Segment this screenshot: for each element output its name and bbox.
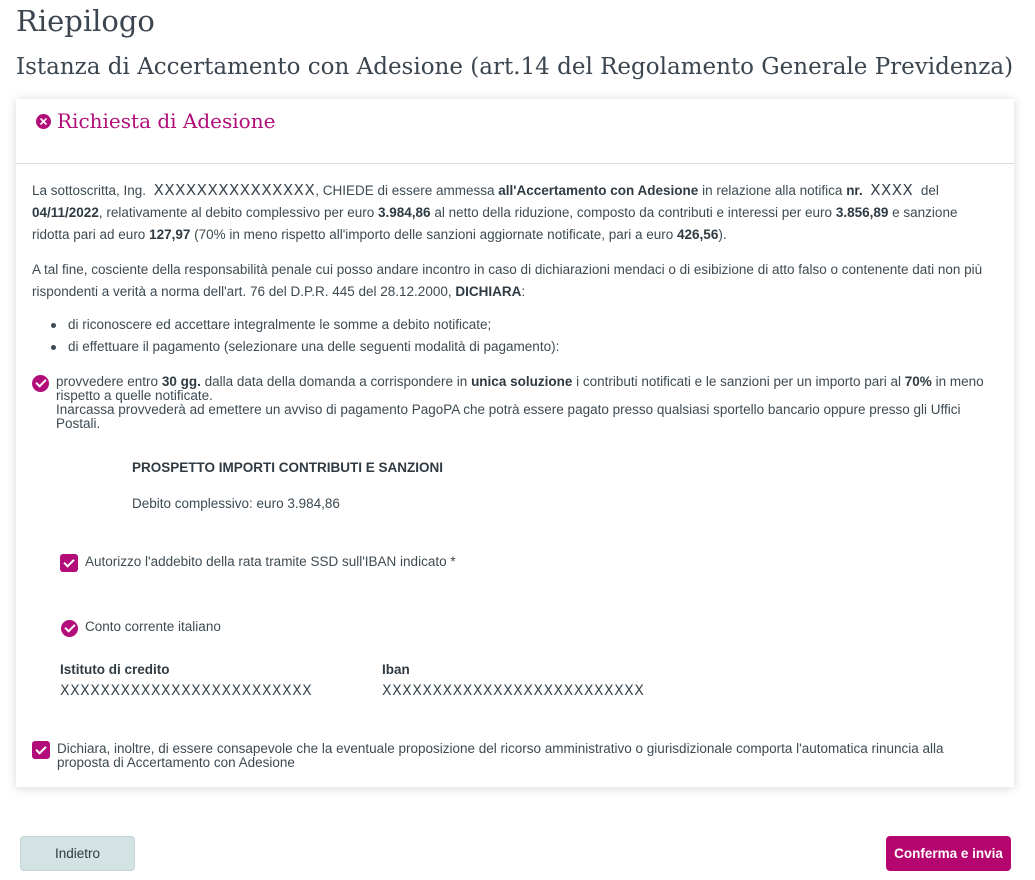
page-title: Riepilogo	[16, 4, 155, 38]
notification-number: XXXX	[870, 181, 914, 199]
card-title-text: Richiesta di Adesione	[57, 109, 276, 133]
iban-value: XXXXXXXXXXXXXXXXXXXXXXXXXX	[382, 683, 645, 699]
list-item: di effettuare il pagamento (selezionare una delle seguenti modalità di pagamento):	[48, 336, 559, 358]
card-title	[36, 109, 275, 133]
request-paragraph: La sottoscritta, Ing. XXXXXXXXXXXXXXX, CHIEDE di essere ammessa all'Accertamento con Adesione in relazione alla notifica nr. XXXX del 04/11/2022, relativamente al debito complessivo per euro 3.984,86 al netto della riduzione, composto da contributi e interessi per euro 3.856,89 e sanzione ridotta pari ad euro 127,97 (70% in meno rispetto all'importo delle sanzioni aggiornate notificate, pari a euro 426,56).	[32, 181, 958, 242]
bank-label: Istituto di credito	[60, 662, 170, 677]
pagopa-note: Inarcassa provvederà ad emettere un avviso di pagamento PagoPA che potrà essere pagato presso qualsiasi sportello bancario oppure presso gli Uffici Postali.	[56, 402, 961, 431]
confirm-send-button[interactable]: Conferma e invia	[886, 836, 1011, 871]
bank-value: XXXXXXXXXXXXXXXXXXXXXXXXX	[60, 683, 313, 699]
page-subtitle: Istanza di Accertamento con Adesione (art.14 del Regolamento Generale Previdenza)	[16, 54, 1014, 80]
italian-account-radio[interactable]	[61, 620, 78, 637]
x-circle-icon	[36, 114, 51, 129]
check-icon	[64, 621, 75, 632]
authorize-debit-label: Autorizzo l'addebito della rata tramite SSD sull'IBAN indicato *	[85, 554, 456, 569]
total-debt-summary: Debito complessivo: euro 3.984,86	[132, 496, 340, 511]
single-payment-radio[interactable]	[32, 375, 49, 392]
total-debt: 3.984,86	[378, 205, 431, 220]
adhesion-request-card	[16, 99, 1014, 787]
authorize-debit-checkbox[interactable]	[60, 554, 78, 572]
card-header	[16, 99, 1014, 164]
full-sanction: 426,56	[677, 227, 719, 242]
italian-account-label: Conto corrente italiano	[85, 619, 221, 634]
check-icon	[63, 556, 74, 567]
contributions-amount: 3.856,89	[835, 205, 889, 220]
check-icon	[35, 743, 46, 754]
reduced-sanction: 127,97	[149, 227, 191, 242]
list-item: di riconoscere ed accettare integralmente le somme a debito notificate;	[48, 314, 559, 336]
declaration-list	[48, 314, 559, 358]
check-icon	[35, 376, 46, 387]
declaration-paragraph: A tal fine, cosciente della responsabilità penale cui posso andare incontro in caso di dichiarazioni mendaci o di esibizione di atto falso o contenente dati non più rispondenti a verità a norma dell'art. 76 del D.P.R. 445 del 28.12.2000, DICHIARA:	[32, 262, 983, 299]
prospect-title: PROSPETTO IMPORTI CONTRIBUTI E SANZIONI	[132, 460, 444, 475]
final-declaration-checkbox[interactable]	[32, 741, 50, 759]
back-button[interactable]: Indietro	[20, 836, 135, 871]
final-declaration-label: Dichiara, inoltre, di essere consapevole che la eventuale proposizione del ricorso amministrativo o giurisdizionale comporta l'automatica rinuncia alla proposta di Accertamento con Adesione	[57, 741, 944, 770]
single-payment-option-label: provvedere entro 30 gg. dalla data della domanda a corrispondere in unica soluzione i contributi notificati e le sanzioni per un importo pari al 70% in meno rispetto a quelle notificate. Inarcassa provvederà ad emettere un avviso di pagamento PagoPA che potrà essere pagato presso qualsiasi sportello bancario oppure presso gli Uffici Postali.	[56, 374, 984, 431]
notification-date: 04/11/2022	[32, 205, 99, 220]
applicant-name: XXXXXXXXXXXXXXX	[153, 181, 316, 199]
iban-label: Iban	[382, 662, 410, 677]
